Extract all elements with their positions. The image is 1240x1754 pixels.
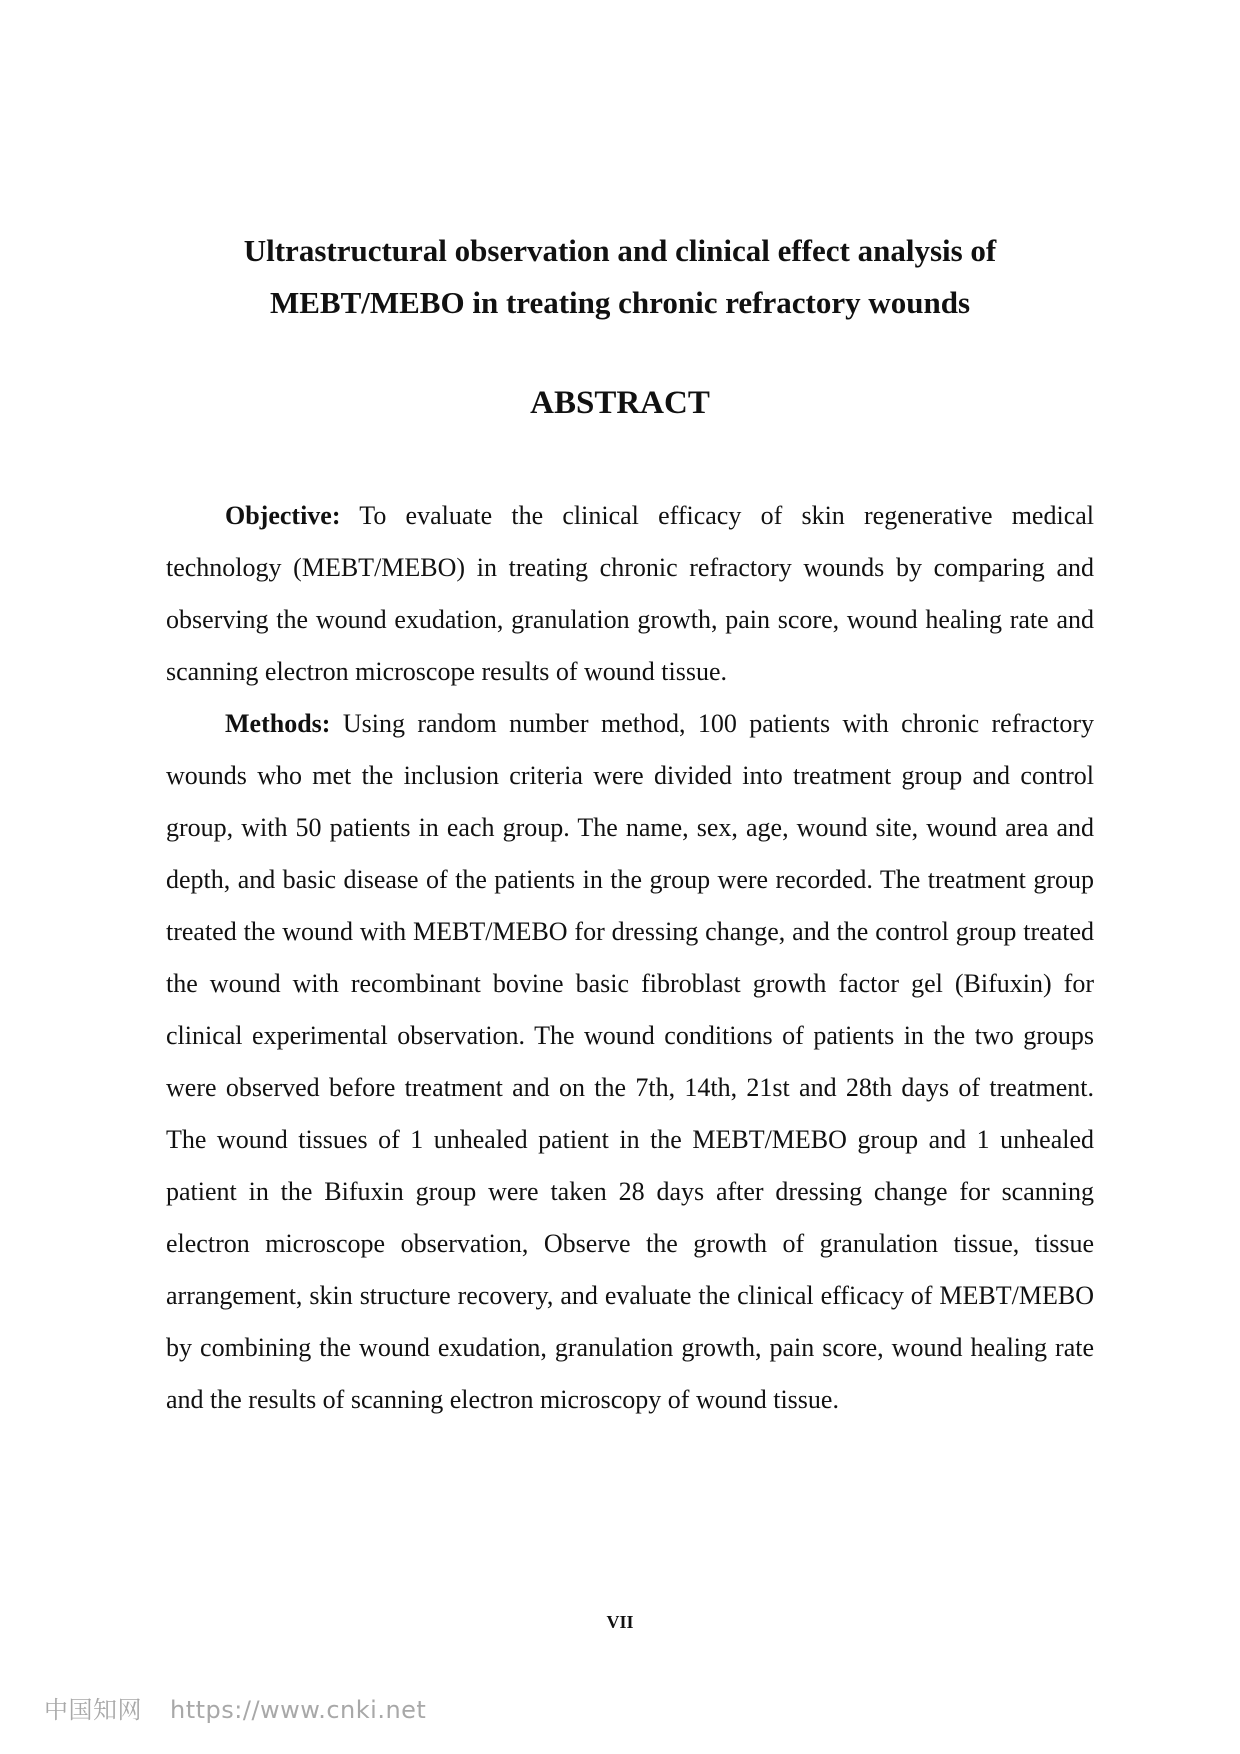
title-line-1: Ultrastructural observation and clinical effect analysis of: [243, 233, 997, 268]
title-line-2: MEBT/MEBO in treating chronic refractory wounds: [269, 285, 971, 320]
watermark-brand: 中国知网: [44, 1696, 142, 1724]
methods-paragraph: [166, 698, 1094, 1426]
objective-label: Objective:: [225, 501, 341, 530]
objective-text: To evaluate the clinical efficacy of skin regenerative medical technology (MEBT/MEBO) in treating chronic refractory wounds by comparing and observing the wound exudation, granulation growth, pain score, wound healing rate and scanning electron microscope results of wound tissue.: [166, 501, 1094, 686]
methods-label: Methods:: [225, 709, 331, 738]
methods-text: Using random number method, 100 patients with chronic refractory wounds who met the inclusion criteria were divided into treatment group and control group, with 50 patients in each group. The name, sex, age, wound site, wound area and depth, and basic disease of the patients in the group were recorded. The treatment group treated the wound with MEBT/MEBO for dressing change, and the control group treated the wound with recombinant bovine basic fibroblast growth factor gel (Bifuxin) for clinical experimental observation. The wound conditions of patients in the two groups were observed before treatment and on the 7th, 14th, 21st and 28th days of treatment. The wound tissues of 1 unhealed patient in the MEBT/MEBO group and 1 unhealed patient in the Bifuxin group were taken 28 days after dressing change for scanning electron microscope observation, Observe the growth of granulation tissue, tissue arrangement, skin structure recovery, and evaluate the clinical efficacy of MEBT/MEBO by combining the wound exudation, granulation growth, pain score, wound healing rate and the results of scanning electron microscopy of wound tissue.: [166, 709, 1094, 1414]
cnki-watermark: [44, 1690, 426, 1725]
abstract-heading: ABSTRACT: [530, 385, 710, 421]
watermark-url: https://www.cnki.net: [170, 1696, 427, 1724]
objective-paragraph: [166, 490, 1094, 698]
paper-title: [0, 225, 1240, 329]
page-number: VII: [606, 1612, 634, 1632]
abstract-body: [166, 490, 1094, 1426]
